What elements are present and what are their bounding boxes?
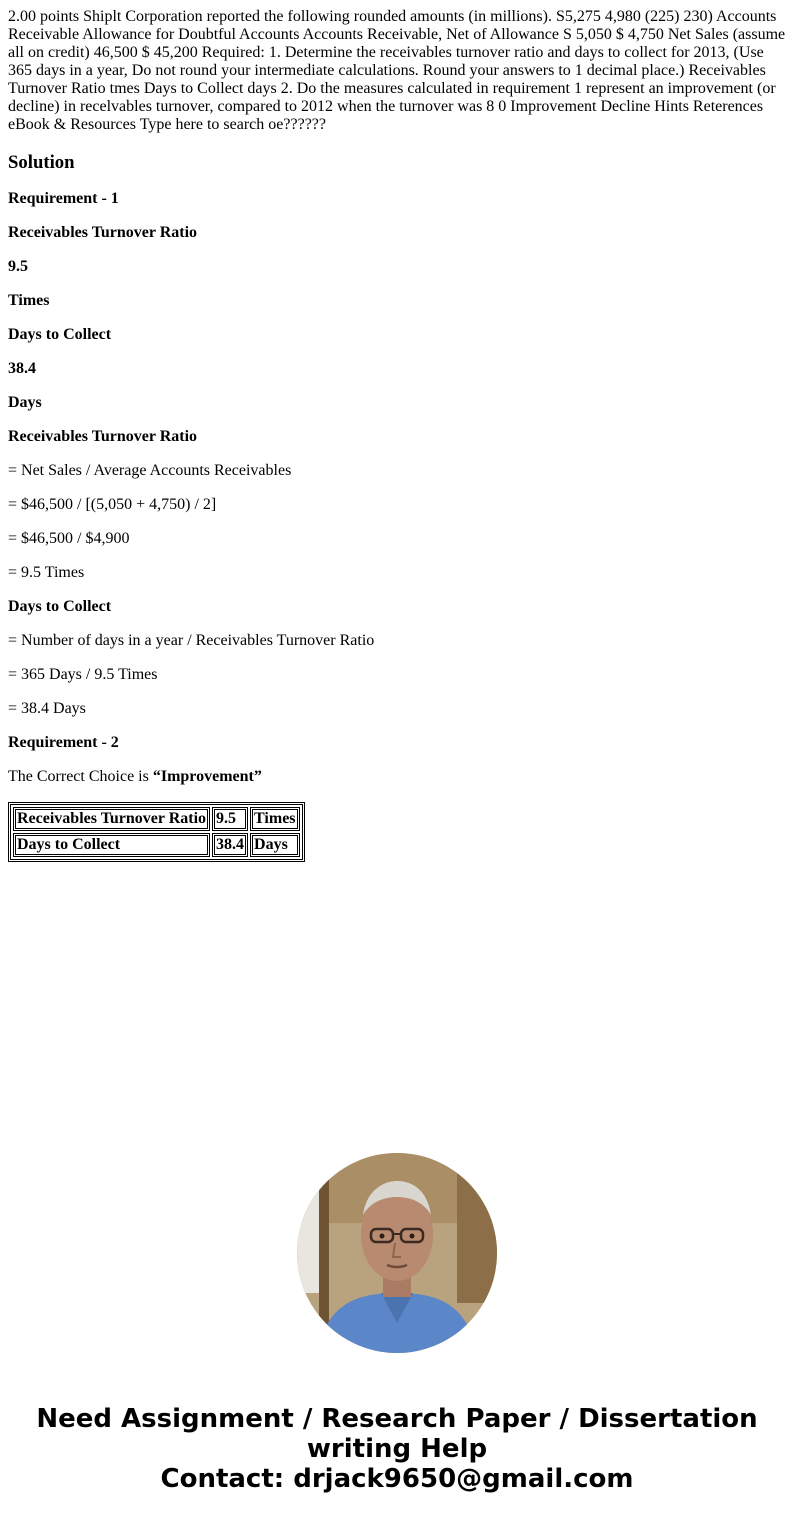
promo-banner <box>0 1404 794 1494</box>
table-row <box>13 807 300 831</box>
rtr-calc-line: = Net Sales / Average Accounts Receivables <box>8 462 292 479</box>
rtr-unit: Times <box>8 292 50 309</box>
dtc-calc-line: = 38.4 Days <box>8 700 86 717</box>
question-text: 2.00 points Shiplt Corporation reported the following rounded amounts (in millions). S5,275 4,980 (225) 230) Accounts Receivable Allowance for Doubtful Accounts Accounts Receivable, Net of Allowance S 5,050 $ 4,750 Net Sales (assume all on credit) 46,500 $ 45,200 Required: 1. Determine the receivables turnover ratio and days to collect for 2013, (Use 365 days in a year, Do not round your intermediate calculations. Round your answers to 1 decimal place.) Receivables Turnover Ratio tmes Days to Collect days 2. Do the measures calculated in requirement 1 represent an improvement (or decline) in recelvables turnover, compared to 2012 when the turnover was 8 0 Improvement Decline Hints Reterences eBook & Resources Type here to search oe?????? <box>8 8 786 133</box>
rtr-calc-heading: Receivables Turnover Ratio <box>8 428 198 445</box>
dtc-calc-line: = Number of days in a year / Receivables Turnover Ratio <box>8 632 375 649</box>
table-cell: 9.5 <box>212 807 248 831</box>
dtc-label: Days to Collect <box>8 326 112 343</box>
rtr-calc-line: = 9.5 Times <box>8 564 85 581</box>
author-avatar-block <box>0 1153 794 1358</box>
author-photo <box>297 1153 497 1353</box>
solution-heading: Solution <box>8 152 75 173</box>
correct-choice-answer: “Improvement” <box>152 768 262 785</box>
requirement-2-heading: Requirement - 2 <box>8 734 119 751</box>
rtr-calc-line: = $46,500 / $4,900 <box>8 530 130 547</box>
table-cell: 38.4 <box>212 833 248 857</box>
promo-line-2: writing Help <box>306 1434 488 1464</box>
table-cell: Times <box>250 807 299 831</box>
table-cell: Receivables Turnover Ratio <box>13 807 210 831</box>
dtc-unit: Days <box>8 394 42 411</box>
table-row <box>13 833 300 857</box>
summary-table <box>8 802 305 862</box>
correct-choice-line: The Correct Choice is “Improvement” <box>8 768 262 785</box>
requirement-1-heading: Requirement - 1 <box>8 190 119 207</box>
table-cell: Days <box>250 833 299 857</box>
dtc-value: 38.4 <box>8 360 36 377</box>
promo-contact: Contact: drjack9650@gmail.com <box>160 1464 634 1494</box>
avatar <box>297 1153 497 1353</box>
promo-line-1: Need Assignment / Research Paper / Dissertation <box>36 1404 758 1434</box>
rtr-label: Receivables Turnover Ratio <box>8 224 198 241</box>
rtr-calc-line: = $46,500 / [(5,050 + 4,750) / 2] <box>8 496 217 513</box>
rtr-value: 9.5 <box>8 258 28 275</box>
document-body <box>8 8 788 862</box>
dtc-calc-line: = 365 Days / 9.5 Times <box>8 666 158 683</box>
table-cell: Days to Collect <box>13 833 210 857</box>
dtc-calc-heading: Days to Collect <box>8 598 112 615</box>
